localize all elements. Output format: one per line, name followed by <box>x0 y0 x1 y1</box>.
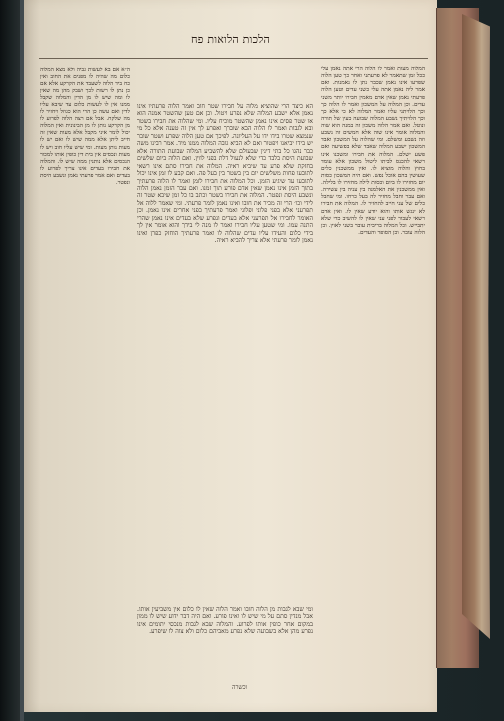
left-commentary-column: ה״א אם בא לעשות גביה ולא מצא המלוה כלום מה שהיה לו מפנים את החוב ואין כח ביד הלוה לשעבד את הקרקע אלא אם כן נתן לו רשות לכך ושבק מהן מה שאין לו ומה שיש לו מן הדין והמלוה שקבל ממנו אין לו לעשות כלום עד שיבא עליו לדין ואם עשה כן הרי הוא כגוזל ויחזיר לו מה שלקח. אבל אם רצה הלוה לפרוע לו מן הקרקע נותן לו מן הבינונית ואין המלוה יכול לומר איני מקבל אלא מעות שאין זה חייב ליתן אלא ממה שיש לו ואם יש לו מעות נותן מעות. ומי שיש עליו חוב ויש לו מעות ונכסים אין בית דין כופין אותו למכור הנכסים אלא נותנין ממה שיש לו. והמלוה את חבירו בעדים אינו צריך לפרוע לו בעדים ואם אמר פרעתי נאמן ונשבע היסת ונפטר. <box>40 67 130 186</box>
page-gutter-shadow <box>24 0 40 712</box>
right-commentary-column: המלוה מעות ואמר לו הלוה הרי אתה נאמן עלי ככל זמן שתאמר לא פרעתני ואחר כך טען הלוה שפרעו אינו נאמן שכבר נתן לו נאמנות. ואם אמר ליה נאמן אתה עלי כשני עדים וטען הלוה פרעתי נאמן שאין אדם מאמין חבירו יותר משני עדים. וכן המלוה על המשכון ואמר לו הלוה כך וכך הלויתני עליו ואמר המלוה לא כי אלא כך וכך הלויתיך נשבע המלוה שבועה כעין של תורה ונוטל. ואם אמר הלוה משכון זה במנה הוא שוה והמלוה אומר אינו שוה אלא חמשים זה נשבע וזה נשבע ומשלם. ומי שהלוה על המשכון ואבד המשכון ישבע המלוה שאבד שלא בפשיעה ואם פשע ישלם. המלוה את חבירו ומשכנו אינו רשאי להכנס לביתו ליטול משכון אלא עומד בחוץ והלוה מוציא לו. ואין ממשכנין כלים שעושין בהם אוכל נפש. ואם היה המשכון כסות יום מחזירו לו ביום וכסות לילה מחזירו לו בלילה. ואין ממשכנין את האלמנה בין עניה בין עשירה. ואם עבר וחבל מחזיר לה בעל כרחו. ומי שחבל כלים של עני חייב להחזיר לו. המלוה את חבירו לא ינגש אותו והוא יודע שאין לו. ואין אדם רשאי לעבור לפני עני שאין לו להשיב כדי שלא יתבייש. וכל המלוה בריבית עובר בשני לאוין. וכן הלוה עובר. וכן הסופר והעדים. <box>321 66 425 236</box>
main-text-continuation: ומי שבא לגבות מן הלוה חובו ואמר הלוה שאין לו כלום אין משביעין אותו. אבל מנדין סתם על מי שיש לו ואינו פורע. ואם היה דבר ידוע שיש לו ממון במקום אחר כופין אותו לפרוע. והמלוה שבא לגבות מנכסי יתומים אינו נפרע מהן אלא בשבועה שלא נפרע מאביהם כלום ולא צוה לו שיפרע. <box>137 606 313 636</box>
catchword: וכשרה <box>232 684 248 691</box>
running-head: הלכות הלואות פח <box>190 33 271 46</box>
left-facing-page-edge <box>0 0 22 721</box>
book-cover-edge <box>462 14 490 639</box>
center-main-text-column: הא כיצד הרי שהוציא מלוה על חבירו שטר חוב ואמר הלוה פרעתיו אינו נאמן אלא ישבע המלוה שלא נפרע ויטול. וכן אם טען שהשטר אמנה הוא או שטר פסים אינו נאמן שהשטר מוכיח עליו. ומי שהלוה את חבירו בשטר ובא לגבות ואמר לו הלוה הבא שוברך ואפרע לך אין זה טענה אלא כל מי שנמצא שטרו בידו ידו על העליונה. לפיכך אם טען הלוה שפרע ושטר שובר יש בידו יביאנו ויפטור ואם לא הביא גובה המלוה ממנו מיד. אמר רבינו משה כבר נהגו כל בתי דינין שבעולם שלא להשביע המלוה שבועת התורה אלא שבועת היסת בלבד כדי שלא לנעול דלת בפני לווין. ואם הלוה ביום שלשים בחזקת שלא פרע עד שיביא ראיה. המלוה את חבירו סתם אינו רשאי לתובעו פחות משלשים יום בין בשטר בין בעל פה. ואם קבע לו זמן אינו יכול לתובעו עד שיגיע הזמן. וכל המלוה את חבירו לזמן ואמר לו הלוה פרעתיך בתוך הזמן אינו נאמן שאין אדם פורע תוך זמנו. ואם עבר הזמן נאמן הלוה ונשבע היסת ונפטר. המלוה את חבירו בשטר וכתב בו כל זמן שיבא שטר זה לידי וכו׳ הרי זה מכיר את חובו ואינו נאמן לומר פרעתי. ומי שאמר ללוה אל תפרעני אלא בפני פלוני ופלוני ואמר פרעתיך בפני אחרים אינו נאמן. וכן האומר לחבירו אל תפרעני אלא בעדים ונפרע שלא בעדים אינו נאמן שהרי התנה עמו. ומי שטען עליו חבירו ואמר לו מנה לי בידך והוא אומר אין לך בידי כלום והעידו עליו עדים שהלוה לו ואמר פרעתיך הוחזק כפרן ואינו נאמן לומר פרעתי אלא צריך להביא ראיה. <box>137 103 313 245</box>
header-divider-line <box>39 58 428 59</box>
